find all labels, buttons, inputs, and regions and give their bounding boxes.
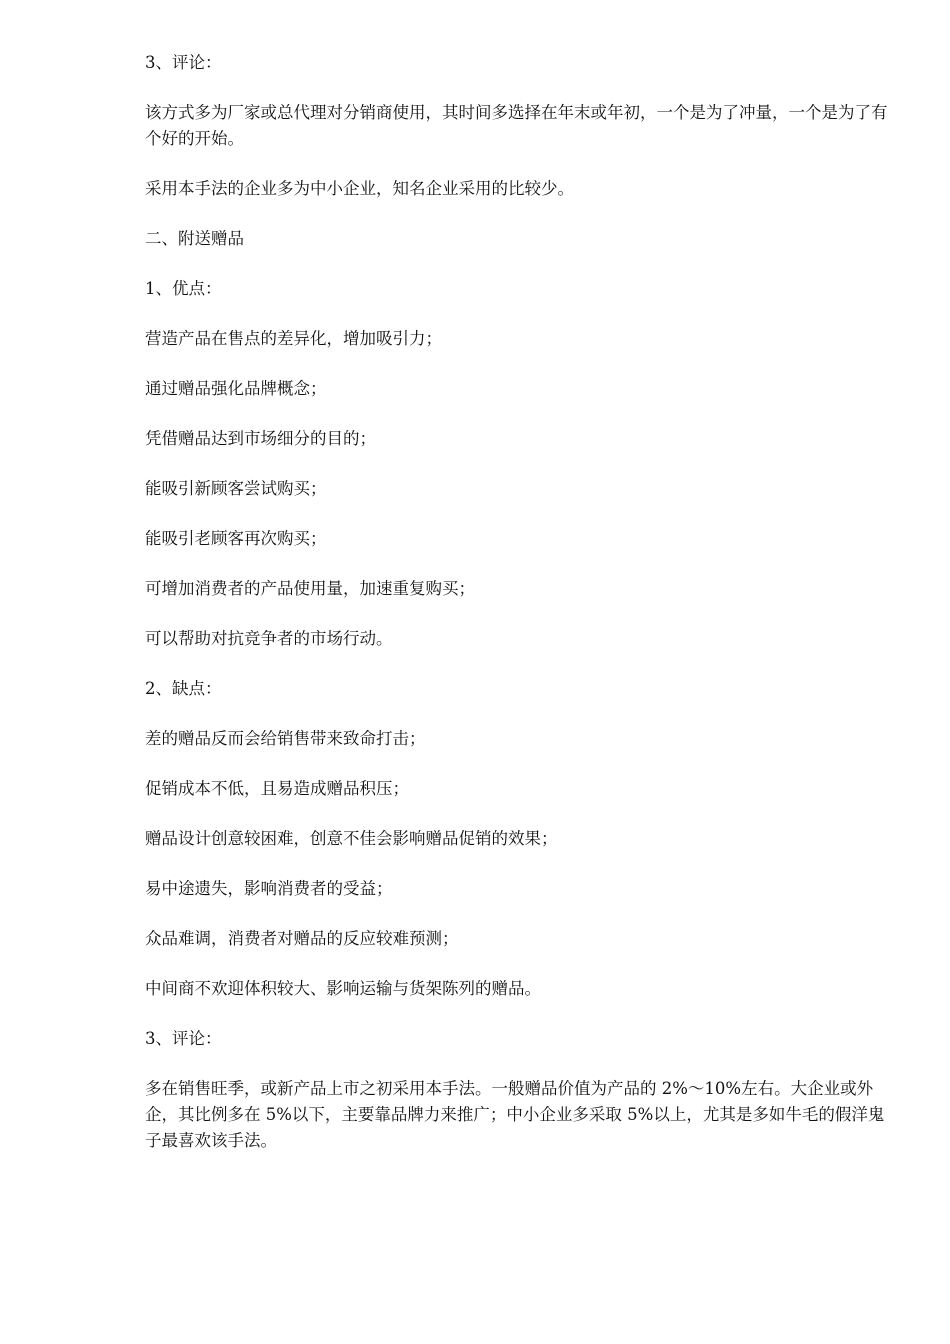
list-item: 赠品设计创意较困难，创意不佳会影响赠品促销的效果； <box>145 829 558 848</box>
paragraph-text: 该方式多为厂家或总代理对分销商使用，其时间多选择在年末或年初，一个是为了冲量，一个是为了有个好的开始。 <box>145 103 888 148</box>
document-body <box>145 50 895 1178</box>
paragraph-text: 多在销售旺季，或新产品上市之初采用本手法。一般赠品价值为产品的 2%～10%左右。大企业或外企，其比例多在 5%以下，主要靠品牌力来推广；中小企业多采取 5%以上，尤其是多如牛毛的假洋鬼子最喜欢该手法。 <box>145 1079 885 1150</box>
paragraph-text: 采用本手法的企业多为中小企业，知名企业采用的比较少。 <box>145 179 574 198</box>
list-item: 能吸引老顾客再次购买； <box>145 529 327 548</box>
list-item: 营造产品在售点的差异化，增加吸引力； <box>145 329 442 348</box>
list-item: 易中途遗失，影响消费者的受益； <box>145 879 393 898</box>
subheading-advantages: 1、优点： <box>145 279 222 298</box>
list-item: 可以帮助对抗竞争者的市场行动。 <box>145 629 393 648</box>
subheading-review: 3、评论： <box>145 1029 222 1048</box>
list-item: 通过赠品强化品牌概念； <box>145 379 327 398</box>
list-item: 可增加消费者的产品使用量，加速重复购买； <box>145 579 475 598</box>
list-item: 促销成本不低，且易造成赠品积压； <box>145 779 409 798</box>
section-heading-review: 3、评论： <box>145 53 222 72</box>
subheading-disadvantages: 2、缺点： <box>145 679 222 698</box>
list-item: 众品难调，消费者对赠品的反应较难预测； <box>145 929 459 948</box>
list-item: 中间商不欢迎体积较大、影响运输与货架陈列的赠品。 <box>145 979 541 998</box>
section-heading-gifts: 二、附送赠品 <box>145 229 244 248</box>
list-item: 能吸引新顾客尝试购买； <box>145 479 327 498</box>
list-item: 凭借赠品达到市场细分的目的； <box>145 429 376 448</box>
list-item: 差的赠品反而会给销售带来致命打击； <box>145 729 426 748</box>
